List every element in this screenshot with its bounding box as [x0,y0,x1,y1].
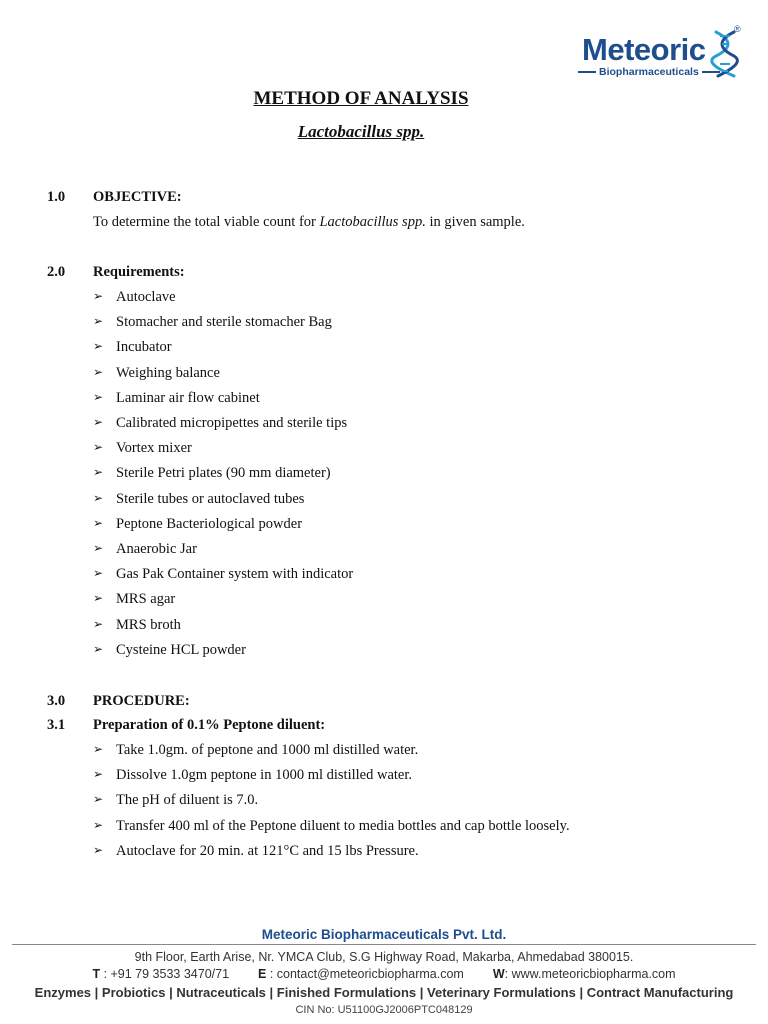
arrow-bullet-icon: ➢ [93,792,104,807]
arrow-bullet-icon: ➢ [93,389,104,404]
list-item [93,289,176,306]
footer-divider [12,944,756,945]
company-logo [578,22,748,82]
list-item [93,415,347,432]
tel-label: T [92,967,101,981]
list-item-text: Stomacher and sterile stomacher Bag [116,314,332,331]
list-item [93,843,419,860]
arrow-bullet-icon: ➢ [93,339,104,354]
list-item-text: Laminar air flow cabinet [116,389,260,406]
section-number-peptone: 3.1 [47,717,66,733]
section-heading-objective: OBJECTIVE: [93,189,182,205]
footer-website[interactable]: : www.meteoricbiopharma.com [504,967,676,981]
list-item [93,617,181,634]
arrow-bullet-icon: ➢ [93,364,104,379]
registered-mark: ® [734,24,741,34]
arrow-bullet-icon: ➢ [93,842,104,857]
tagline-left-rule [578,71,596,73]
footer-address: 9th Floor, Earth Arise, Nr. YMCA Club, S.G Highway Road, Makarba, Ahmedabad 380015. [134,950,634,964]
list-item [93,642,246,659]
list-item-text: MRS agar [116,591,176,608]
logo-tagline: Biopharmaceuticals [599,66,699,78]
web-label: W [492,967,505,981]
list-item [93,365,220,382]
list-item-text: The pH of diluent is 7.0. [116,792,259,809]
arrow-bullet-icon: ➢ [93,641,104,656]
list-item-text: Vortex mixer [116,440,192,457]
list-item-text: Peptone Bacteriological powder [116,515,303,532]
list-item-text: Calibrated micropipettes and sterile tips [116,415,348,431]
list-item [93,516,302,533]
logo-tagline-row [578,66,746,78]
arrow-bullet-icon: ➢ [93,742,104,756]
list-item [93,767,412,784]
list-item-text: Incubator [116,339,172,356]
arrow-bullet-icon: ➢ [93,314,104,329]
list-item [93,541,197,558]
footer-cin-number: CIN No: U51100GJ2006PTC048129 [295,1004,473,1016]
arrow-bullet-icon: ➢ [93,515,104,530]
section-heading-peptone: Preparation of 0.1% Peptone diluent: [93,717,326,733]
section-number-requirements: 2.0 [47,264,66,280]
list-item-text: Anaerobic Jar [116,541,197,557]
list-item [93,390,260,407]
document-title: METHOD OF ANALYSIS [253,88,469,109]
list-item-text: Weighing balance [116,364,220,381]
section-heading-procedure: PROCEDURE: [93,693,190,709]
footer-company-name: Meteoric Biopharmaceuticals Pvt. Ltd. [261,927,507,942]
objective-organism: Lactobacillus spp. [319,214,426,230]
section-heading-requirements: Requirements: [93,264,185,280]
list-item [93,591,175,608]
list-item-text: Dissolve 1.0gm peptone in 1000 ml distilled water. [116,767,413,784]
tagline-right-rule [702,71,720,73]
document-subtitle: Lactobacillus spp. [297,122,425,141]
list-item-text: Gas Pak Container system with indicator [116,566,354,583]
section-number-procedure: 3.0 [47,693,66,709]
list-item-text: Take 1.0gm. of peptone and 1000 ml distilled water. [116,742,419,758]
list-item [93,818,570,835]
list-item-text: Cysteine HCL powder [116,641,246,658]
arrow-bullet-icon: ➢ [93,541,104,555]
list-item [93,440,192,457]
list-item [93,792,258,809]
list-item-text: Autoclave [116,289,176,305]
footer-contact-row [0,967,768,981]
arrow-bullet-icon: ➢ [93,767,104,782]
footer-product-lines: Enzymes | Probiotics | Nutraceuticals | Finished Formulations | Veterinary Formulations | Contract Manufacturing [34,985,734,1000]
arrow-bullet-icon: ➢ [93,490,104,505]
section-number-objective: 1.0 [47,189,66,205]
arrow-bullet-icon: ➢ [93,415,104,429]
list-item [93,339,172,356]
logo-wordmark: Meteoric [582,32,706,67]
list-item [93,491,304,508]
objective-text [93,214,525,231]
list-item-text: MRS broth [116,616,181,633]
list-item [93,314,332,331]
footer-telephone: : +91 79 3533 3470/71 [103,967,230,981]
arrow-bullet-icon: ➢ [93,616,104,631]
list-item-text: Autoclave for 20 min. at 121°C and 15 lbs Pressure. [116,842,419,859]
footer-email[interactable]: : contact@meteoricbiopharma.com [269,967,464,981]
list-item [93,742,418,759]
list-item-text: Sterile tubes or autoclaved tubes [116,490,305,507]
list-item [93,566,353,583]
list-item [93,465,331,482]
list-item-text: Transfer 400 ml of the Peptone diluent to media bottles and cap bottle loosely. [116,817,570,834]
arrow-bullet-icon: ➢ [93,817,104,832]
arrow-bullet-icon: ➢ [93,289,104,303]
arrow-bullet-icon: ➢ [93,566,104,581]
arrow-bullet-icon: ➢ [93,440,104,455]
objective-text-start: To determine the total viable count for [93,214,320,230]
objective-text-end: in given sample. [425,214,525,230]
email-label: E [258,967,267,981]
arrow-bullet-icon: ➢ [93,465,104,480]
arrow-bullet-icon: ➢ [93,591,104,606]
list-item-text: Sterile Petri plates (90 mm diameter) [116,465,331,482]
